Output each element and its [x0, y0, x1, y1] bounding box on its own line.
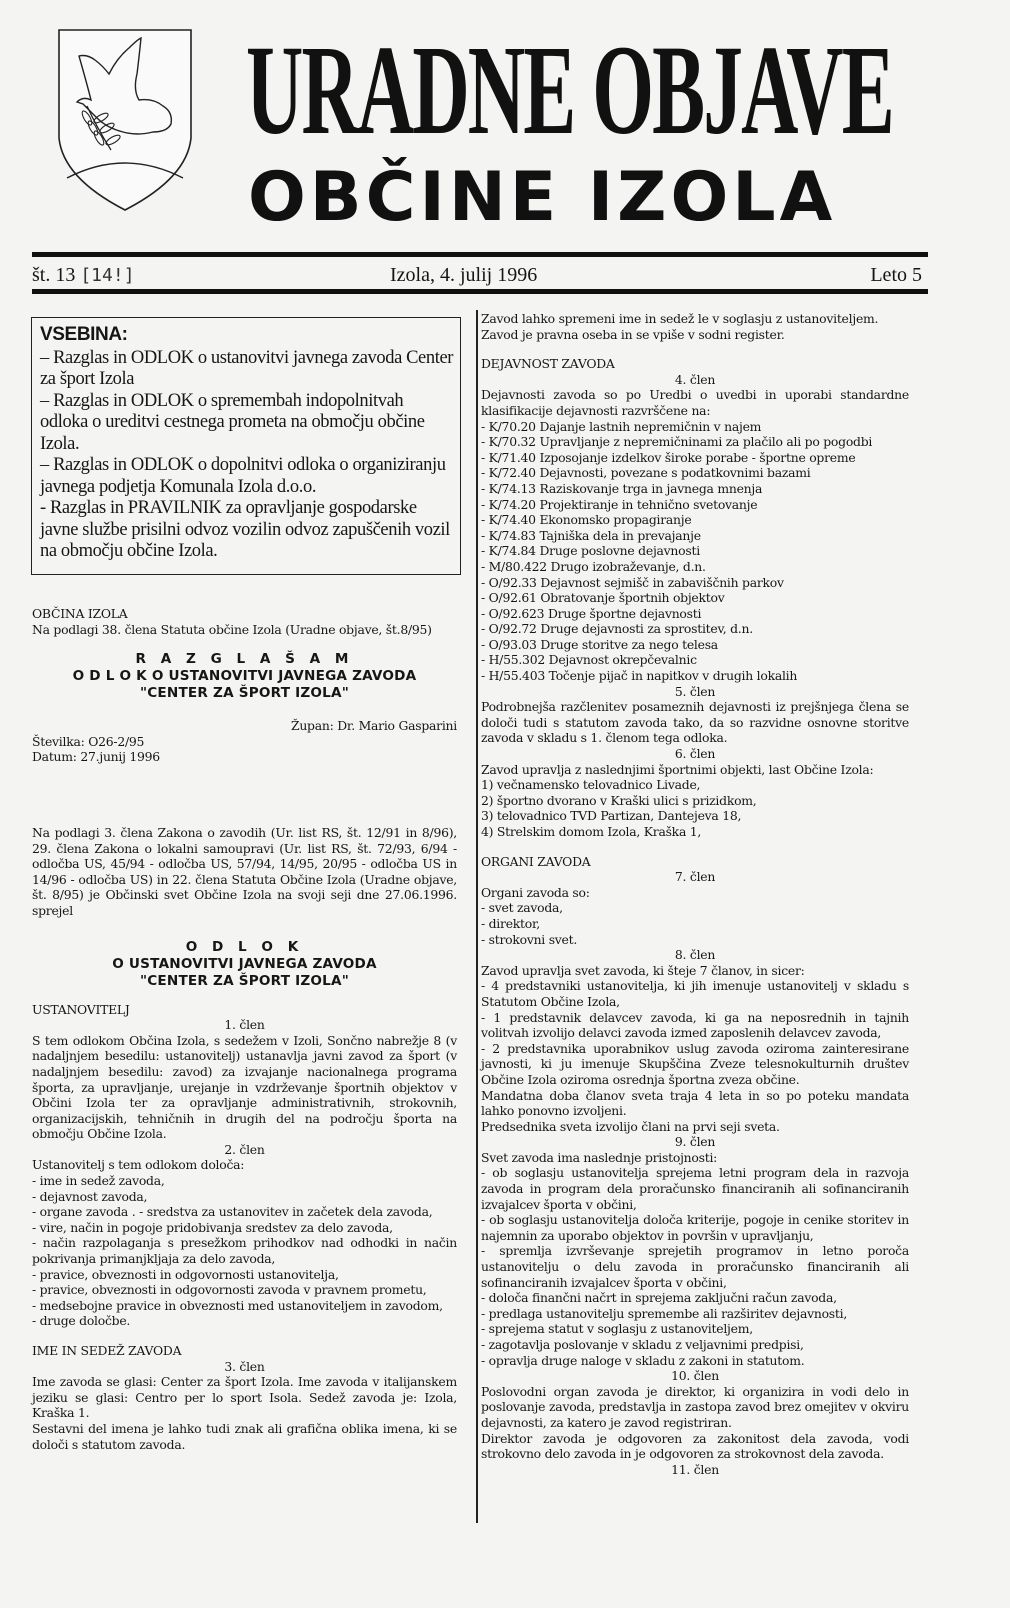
- list-item: - ob soglasju ustanovitelja sprejema letni program dela in razvoja zavoda in program dela proračunsko financiranih ali sofinanciranih izvajalcev športa v občini,: [481, 1165, 909, 1212]
- article-title: 1. člen: [224, 1017, 265, 1033]
- publication-subtitle: OBČINE IZOLA: [248, 158, 837, 237]
- list-item: - K/74.84 Druge poslovne dejavnosti: [481, 543, 700, 559]
- section-heading: IME IN SEDEŽ ZAVODA: [32, 1343, 182, 1358]
- decree-subheading: "CENTER ZA ŠPORT IZOLA": [139, 972, 350, 989]
- list-item: - dejavnost zavoda,: [32, 1188, 148, 1204]
- year-label: Leto 5: [870, 264, 922, 286]
- list-item: 4) Strelskim domom Izola, Kraška 1,: [481, 824, 702, 839]
- list-item: - K/70.20 Dajanje lastnih nepremičnin v najem: [481, 418, 762, 434]
- list-item: - 2 predstavnika uporabnikov uslug zavoda oziroma zainteresirane javnosti, ki ju imenuje Skupščina Zveze telesnokulturnih društev Občine Izola oziroma osrednja športna zveza občine.: [481, 1040, 909, 1087]
- section-heading: DEJAVNOST ZAVODA: [481, 356, 615, 372]
- list-item: - K/74.40 Ekonomsko propagiranje: [481, 512, 692, 528]
- article-list: [32, 1173, 457, 1329]
- list-item: - spremlja izvrševanje sprejetih programov in letno poroča ustanovitelju o delu zavoda in proračunsko financiranih ali sofinanciranih izvajalcev športa v občini,: [481, 1243, 909, 1290]
- article-title: 6. člen: [674, 746, 716, 762]
- article-text: S tem odlokom Občina Izola, s sedežem v Izoli, Sončno nabrežje 8 (v nadaljnjem besedilu: ustanovitelj) ustanavlja javni zavod za šport (v nadaljnjem besedilu: zavod) za izvajanje nacionalnega programa športa, za upravljanje, urejanje in vzdrževanje športnih objektov v Občini Izola ter za opravljanje administrativnih, strokovnih, organizacijskih, tehničnih in drugih del na področju športa na območju Občine Izola.: [32, 1032, 457, 1142]
- list-item: 3) telovadnico TVD Partizan, Dantejeva 18,: [481, 808, 742, 824]
- list-item: 2) športno dvorano v Kraški ulici s prizidkom,: [481, 792, 757, 808]
- list-item: 1) večnamensko telovadnico Livade,: [481, 777, 701, 793]
- contents-box: [31, 317, 461, 575]
- header-rule-top: [32, 252, 928, 257]
- facility-list: [481, 777, 909, 839]
- decree-subheading: O USTANOVITVI JAVNEGA ZAVODA: [112, 955, 377, 972]
- article-title: 2. člen: [224, 1141, 265, 1157]
- list-item: - O/93.03 Druge storitve za nego telesa: [481, 636, 718, 652]
- list-item: - organe zavoda . - sredstva za ustanovitev in začetek dela zavoda,: [32, 1204, 433, 1220]
- article-text: Sestavni del imena je lahko tudi znak ali grafična oblika imena, ki se določi s statutom zavoda.: [32, 1420, 457, 1452]
- list-item: - določa finančni načrt in sprejema zaključni račun zavoda,: [481, 1290, 837, 1306]
- handwritten-note: [14!]: [80, 265, 135, 286]
- contents-item: – Razglas in ODLOK o dopolnitvi odloka o organiziranju javnega podjetja Komunala Izola d.o.o.: [40, 455, 446, 497]
- list-item: - K/70.32 Upravljanje z nepremičninami za plačilo ali po pogodbi: [481, 434, 873, 450]
- list-item: - način razpolaganja s presežkom prihodkov nad odhodki in način pokrivanja primanjkljaja za delo zavoda,: [32, 1235, 457, 1267]
- list-item: - predlaga ustanovitelju spremembe ali razširitev dejavnosti,: [481, 1305, 848, 1321]
- list-item: - ob soglasju ustanovitelja določa kriterije, pogoje in cenike storitev in najemnin za uporabo objektov in površin v upravljanju,: [481, 1212, 909, 1243]
- article-text: Direktor zavoda je odgovoren za zakonitost dela zavoda, vodi strokovno delo zavoda in je odgovoren za strokovnost dela zavoda.: [481, 1430, 909, 1462]
- section-heading: USTANOVITELJ: [32, 1001, 130, 1017]
- proclamation-heading: R A Z G L A Š A M: [135, 651, 354, 668]
- list-item: - druge določbe.: [32, 1313, 131, 1329]
- list-item: - svet zavoda,: [481, 900, 563, 916]
- publication-title: URADNE OBJAVE: [246, 19, 893, 161]
- article-title: 4. člen: [674, 371, 716, 387]
- list-item: - pravice, obveznosti in odgovornosti zavoda v pravnem prometu,: [32, 1282, 427, 1298]
- article-text: Dejavnosti zavoda so po Uredbi o uvedbi in uporabi standardne klasifikacije dejavnosti razvrščene na:: [481, 387, 909, 418]
- list-item: - K/72.40 Dejavnosti, povezane s podatkovnimi bazami: [481, 465, 811, 481]
- article-title: 11. člen: [671, 1461, 719, 1477]
- article-title: 5. člen: [674, 683, 716, 699]
- article-title: 7. člen: [674, 869, 716, 885]
- list-item: - O/92.61 Obratovanje športnih objektov: [481, 590, 725, 606]
- preamble: Na podlagi 3. člena Zakona o zavodih (Ur. list RS, št. 12/91 in 8/96), 29. člena Zakona o lokalni samoupravi (Ur. list RS, št. 72/93, 6/94 - odločba US, 45/94 - odločba US, 57/94, 14/95, 20/95 - odločba US in 14/96 - odločba US) in 22. člena Statuta Občine Izola (Uradne objave, št. 8/95) je Občinski svet Občine Izola na svoji seji dne 27.06.1996. sprejel: [32, 824, 457, 918]
- list-item: - H/55.302 Dejavnost okrepčevalnic: [481, 652, 697, 668]
- signatory: Župan: Dr. Mario Gasparini: [290, 718, 457, 734]
- header-rule-bottom: [32, 289, 928, 294]
- proclamation-basis: Na podlagi 38. člena Statuta občine Izola (Uradne objave, št.8/95): [32, 621, 432, 637]
- list-item: - zagotavlja poslovanje v skladu z veljavnimi predpisi,: [481, 1337, 804, 1352]
- article-text: Zavod lahko spremeni ime in sedež le v soglasju z ustanoviteljem.: [481, 311, 879, 326]
- issuer: OBČINA IZOLA: [32, 606, 128, 621]
- list-item: - K/74.13 Raziskovanje trga in javnega mnenja: [481, 480, 763, 496]
- contents-item: - Razglas in PRAVILNIK za opravljanje gospodarske javne službe prisilni odvoz vozilin odvoz zapuščenih vozil na območju občine Izola.: [40, 498, 450, 561]
- article-text: Zavod upravlja z naslednjimi športnimi objekti, last Občine Izola:: [481, 761, 874, 777]
- list-item: - O/92.72 Druge dejavnosti za sprostitev, d.n.: [481, 621, 753, 637]
- article-text: Organi zavoda so:: [481, 884, 590, 900]
- issue-info-bar: [32, 264, 928, 290]
- list-item: - K/71.40 Izposojanje izdelkov široke porabe - športne opreme: [481, 449, 856, 465]
- article-text: Svet zavoda ima naslednje pristojnosti:: [481, 1149, 718, 1165]
- column-divider: [476, 310, 478, 1523]
- issue-number: [32, 264, 135, 287]
- article-text: Zavod upravlja svet zavoda, ki šteje 7 članov, in sicer:: [481, 962, 805, 978]
- article-text: Ime zavoda se glasi: Center za šport Izola. Ime zavoda v italijanskem jeziku se glasi: Centro per lo sport Isola. Sedež zavoda je: Izola, Kraška 1.: [32, 1374, 457, 1421]
- article-text: Mandatna doba članov sveta traja 4 leta in so po poteku mandata lahko ponovno izvoljeni.: [481, 1087, 909, 1119]
- article-title: 10. člen: [671, 1368, 719, 1384]
- list-item: - K/74.20 Projektiranje in tehnično svetovanje: [481, 496, 758, 512]
- list-item: - medsebojne pravice in obveznosti med ustanoviteljem in zavodom,: [32, 1297, 443, 1313]
- place-date: Izola, 4. julij 1996: [390, 264, 538, 286]
- left-column: [32, 606, 457, 1452]
- article-title: 3. člen: [224, 1358, 265, 1374]
- article-text: Poslovodni organ zavoda je direktor, ki organizira in vodi delo in poslovanje zavoda, predstavlja in zastopa zavod brez omejitev v okviru dejavnosti, za katero je zavod registriran.: [481, 1383, 909, 1430]
- activity-list: [481, 419, 909, 684]
- document-date: Datum: 27.junij 1996: [32, 749, 160, 765]
- decree-heading: O D L O K: [185, 938, 304, 955]
- list-item: - strokovni svet.: [481, 931, 578, 947]
- powers-list: [481, 1165, 909, 1368]
- proclamation-subheading: "CENTER ZA ŠPORT IZOLA": [139, 685, 350, 702]
- list-item: - opravlja druge naloge v skladu z zakoni in statutom.: [481, 1352, 805, 1368]
- list-item: - K/74.83 Tajniška dela in prevajanje: [481, 527, 701, 543]
- list-item: - M/80.422 Drugo izobraževanje, d.n.: [481, 558, 706, 574]
- article-title: 8. člen: [674, 947, 716, 963]
- issue-number-text: št. 13: [32, 264, 76, 286]
- article-title: 9. člen: [674, 1134, 716, 1150]
- council-list: [481, 978, 909, 1087]
- list-item: - O/92.33 Dejavnost sejmišč in zabaviščnih parkov: [481, 574, 784, 590]
- contents-item: – Razglas in ODLOK o spremembah indopolnitvah odloka o ureditvi cestnega prometa na območju občine Izola.: [40, 390, 425, 454]
- article-text: Ustanovitelj s tem odlokom določa:: [32, 1157, 245, 1173]
- contents-item: – Razglas in ODLOK o ustanovitvi javnega zavoda Center za šport Izola: [40, 347, 454, 389]
- article-text: Podrobnejša razčlenitev posameznih dejavnosti iz prejšnjega člena se določi tudi s statutom zavoda tako, da so razvidne osnovne storitve zavoda v skladu s 1. členom tega odloka.: [481, 699, 909, 746]
- list-item: - vire, način in pogoje pridobivanja sredstev za delo zavoda,: [32, 1219, 393, 1235]
- list-item: - direktor,: [481, 915, 540, 931]
- list-item: - 4 predstavniki ustanovitelja, ki jih imenuje ustanovitelj v skladu s Statutom Občine Izola,: [481, 978, 909, 1009]
- list-item: - pravice, obveznosti in odgovornosti ustanovitelja,: [32, 1266, 339, 1282]
- organs-list: [481, 900, 909, 947]
- list-item: - sprejema statut v soglasju z ustanoviteljem,: [481, 1321, 753, 1337]
- list-item: - ime in sedež zavoda,: [32, 1173, 165, 1189]
- article-text: Zavod je pravna oseba in se vpiše v sodni register.: [481, 326, 785, 342]
- list-item: - 1 predstavnik delavcev zavoda, ki ga na neposrednih in tajnih volitvah izvolijo delavci zavoda izmed zaposlenih delavcev zavoda,: [481, 1009, 909, 1041]
- list-item: - H/55.403 Točenje pijač in napitkov v drugih lokalih: [481, 668, 798, 684]
- proclamation-subheading: O D L O K O USTANOVITVI JAVNEGA ZAVODA: [72, 668, 417, 685]
- article-text: Predsednika sveta izvolijo člani na prvi seji sveta.: [481, 1118, 780, 1134]
- right-column: [481, 311, 909, 1477]
- section-heading: ORGANI ZAVODA: [481, 853, 591, 869]
- municipal-crest-dove-icon: [57, 28, 193, 212]
- contents-title: VSEBINA:: [40, 324, 128, 345]
- document-number: Številka: O26-2/95: [32, 733, 145, 749]
- list-item: - O/92.623 Druge športne dejavnosti: [481, 605, 702, 621]
